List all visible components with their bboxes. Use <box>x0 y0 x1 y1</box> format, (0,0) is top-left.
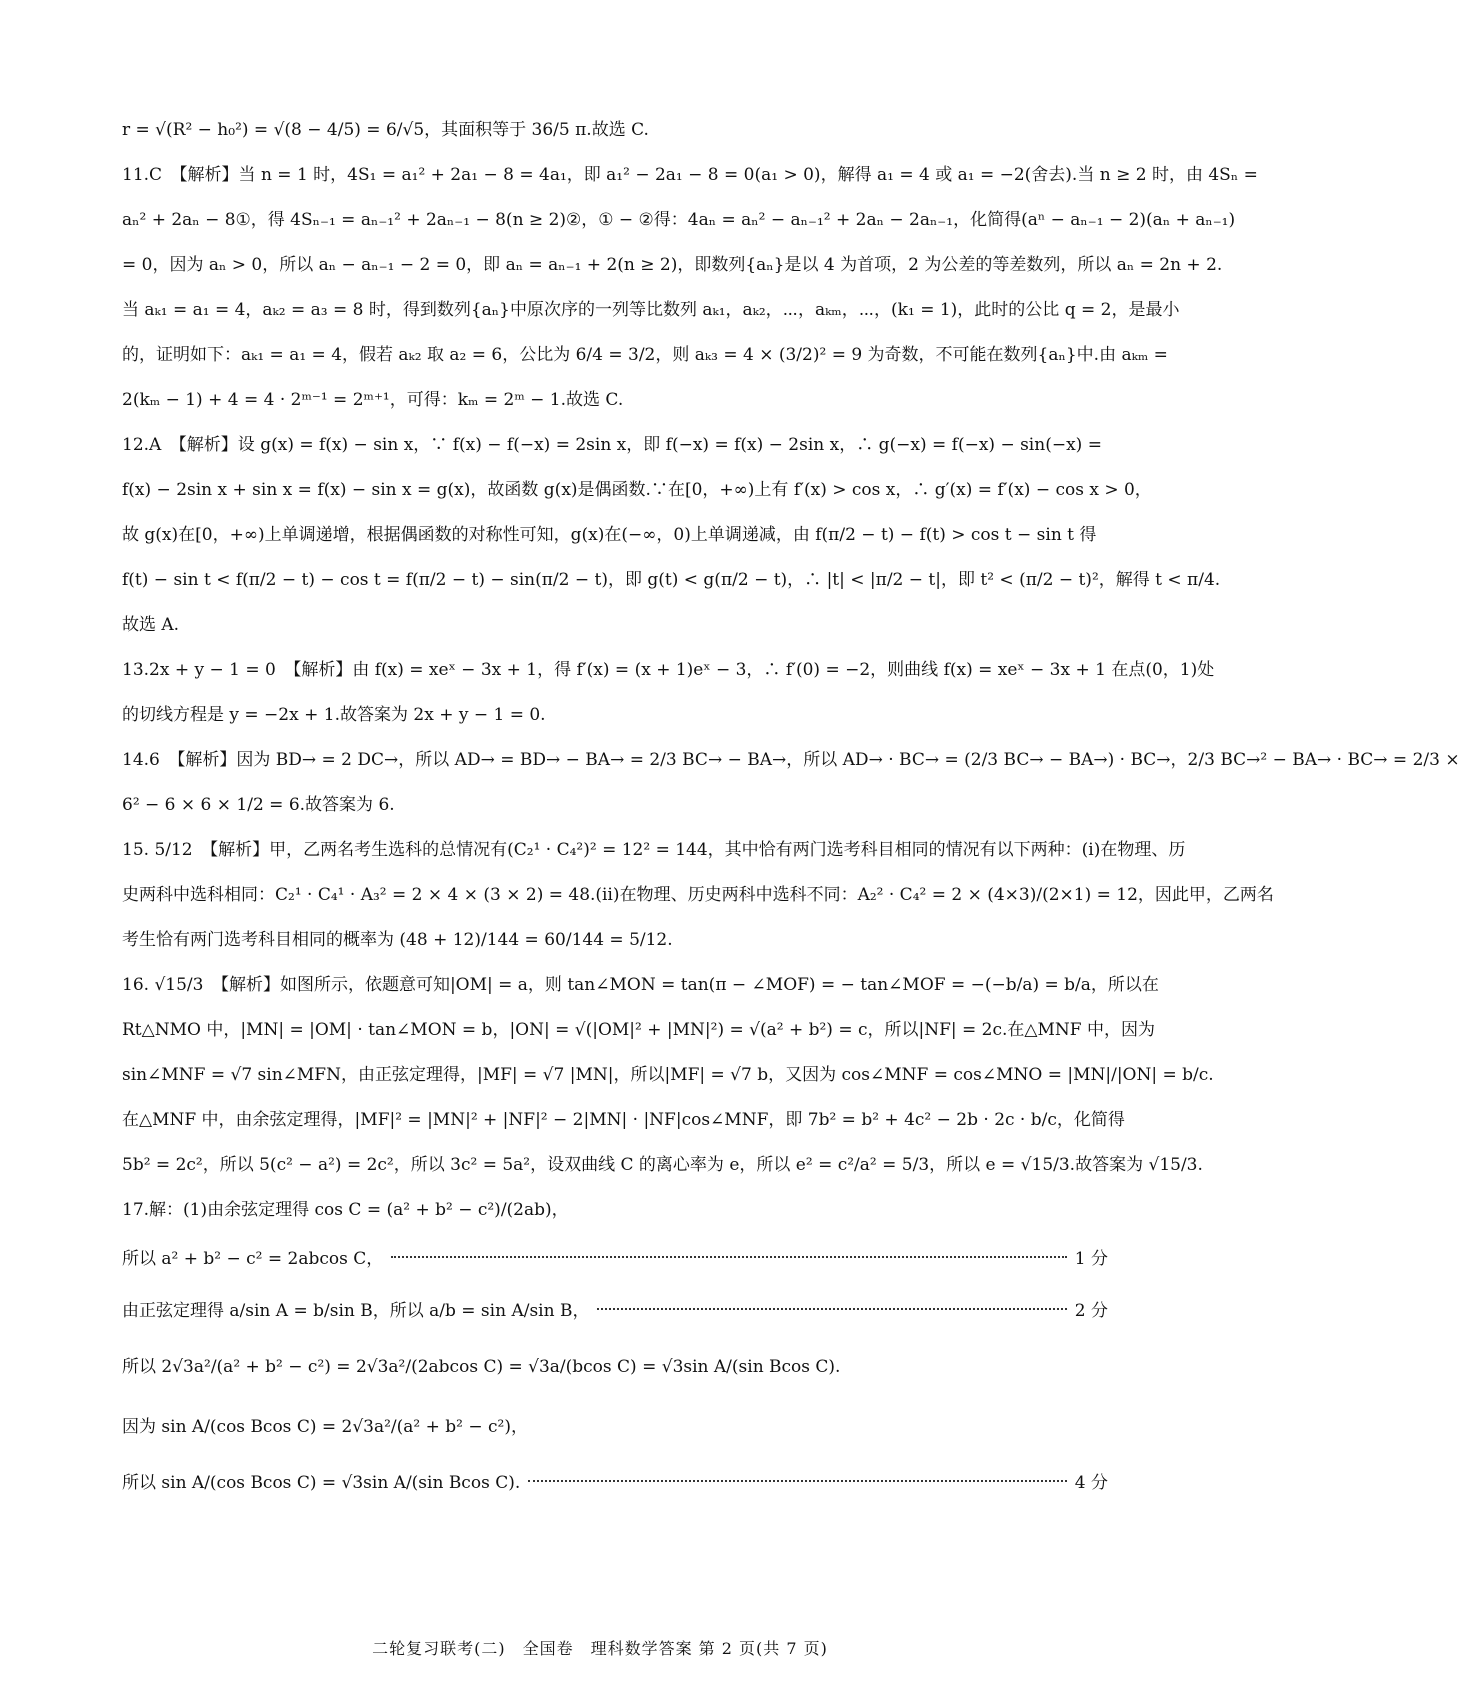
dot-leader <box>391 1256 1066 1258</box>
text-line: 2(kₘ − 1) + 4 = 4 · 2ᵐ⁻¹ = 2ᵐ⁺¹，可得：kₘ = 2ᵐ − 1.故选 C. <box>122 390 624 410</box>
text-line: 14.6 【解析】因为 BD→ = 2 DC→，所以 AD→ = BD→ − BA→ = 2/3 BC→ − BA→，所以 AD→ · BC→ = (2/3 BC→ − BA→) · BC→，2/3 BC→² − BA→ · BC→ = 2/3 × <box>122 750 1460 770</box>
solution-step: 因为 sin A/(cos Bcos C) = 2√3a²/(a² + b² − c²)， <box>122 1417 528 1437</box>
text-line: 17.解：(1)由余弦定理得 cos C = (a² + b² − c²)/(2ab)， <box>122 1200 569 1220</box>
text-line: aₙ² + 2aₙ − 8①，得 4Sₙ₋₁ = aₙ₋₁² + 2aₙ₋₁ − 8(n ≥ 2)②，① − ②得：4aₙ = aₙ² − aₙ₋₁² + 2aₙ − 2aₙ₋₁，化简得(aⁿ − aₙ₋₁ − 2)(aₙ + aₙ₋₁) <box>122 210 1236 230</box>
step-score: 2 分 <box>1074 1301 1108 1321</box>
text-line: 15. 5/12 【解析】甲，乙两名考生选科的总情况有(C₂¹ · C₄²)² = 12² = 144，其中恰有两门选考科目相同的情况有以下两种：(ⅰ)在物理、历 <box>122 840 1186 860</box>
text-line: 故 g(x)在[0，+∞)上单调递增，根据偶函数的对称性可知，g(x)在(−∞，0)上单调递减，由 f(π/2 − t) − f(t) > cos t − sin t 得 <box>122 525 1097 545</box>
scored-step <box>122 1233 1108 1285</box>
step-text: 由正弦定理得 a/sin A = b/sin B，所以 a/b = sin A/sin B， <box>122 1301 590 1321</box>
page-footer: 二轮复习联考(二) 全国卷 理科数学答案 第 2 页(共 7 页) <box>372 1639 828 1658</box>
dot-leader <box>597 1308 1066 1310</box>
text-line: f(t) − sin t < f(π/2 − t) − cos t = f(π/2 − t) − sin(π/2 − t)，即 g(t) < g(π/2 − t)，∴ |t| < |π/2 − t|，即 t² < (π/2 − t)²，解得 t < π/4. <box>122 570 1221 590</box>
text-line: = 0，因为 aₙ > 0，所以 aₙ − aₙ₋₁ − 2 = 0，即 aₙ = aₙ₋₁ + 2(n ≥ 2)，即数列{aₙ}是以 4 为首项，2 为公差的等差数列，所以 aₙ = 2n + 2. <box>122 255 1223 275</box>
text-line: 16. √15/3 【解析】如图所示，依题意可知|OM| = a，则 tan∠MON = tan(π − ∠MOF) = − tan∠MOF = −(−b/a) = b/a，所以在 <box>122 975 1159 995</box>
text-line: 在△MNF 中，由余弦定理得，|MF|² = |MN|² + |NF|² − 2|MN| · |NF|cos∠MNF，即 7b² = b² + 4c² − 2b · 2c · b/c，化简得 <box>122 1110 1125 1130</box>
text-line: Rt△NMO 中，|MN| = |OM| · tan∠MON = b，|ON| = √(|OM|² + |MN|²) = √(a² + b²) = c，所以|NF| = 2c.在△MNF 中，因为 <box>122 1020 1155 1040</box>
text-line: 13.2x + y − 1 = 0 【解析】由 f(x) = xeˣ − 3x + 1，得 f′(x) = (x + 1)eˣ − 3，∴ f′(0) = −2，则曲线 f(x) = xeˣ − 3x + 1 在点(0，1)处 <box>122 660 1215 680</box>
step-text: 所以 a² + b² − c² = 2abcos C， <box>122 1249 384 1269</box>
text-line: f(x) − 2sin x + sin x = f(x) − sin x = g(x)，故函数 g(x)是偶函数.∵在[0，+∞)上有 f′(x) > cos x，∴ g′(x) = f′(x) − cos x > 0， <box>122 480 1152 500</box>
text-line: 考生恰有两门选考科目相同的概率为 (48 + 12)/144 = 60/144 = 5/12. <box>122 930 673 950</box>
solution-step: 所以 2√3a²/(a² + b² − c²) = 2√3a²/(2abcos C) = √3a/(bcos C) = √3sin A/(sin Bcos C). <box>122 1357 841 1377</box>
text-line: 12.A 【解析】设 g(x) = f(x) − sin x，∵ f(x) − f(−x) = 2sin x，即 f(−x) = f(x) − 2sin x，∴ g(−x) = f(−x) − sin(−x) = <box>122 435 1102 455</box>
text-line: 史两科中选科相同：C₂¹ · C₄¹ · A₃² = 2 × 4 × (3 × 2) = 48.(ⅱ)在物理、历史两科中选科不同：A₂² · C₄² = 2 × (4×3)/(2×1) = 12，因此甲，乙两名 <box>122 885 1274 905</box>
text-line: 的切线方程是 y = −2x + 1.故答案为 2x + y − 1 = 0. <box>122 705 546 725</box>
step-text: 所以 sin A/(cos Bcos C) = √3sin A/(sin Bcos C). <box>122 1473 521 1493</box>
text-line: 故选 A. <box>122 615 180 635</box>
text-line: 当 aₖ₁ = a₁ = 4，aₖ₂ = a₃ = 8 时，得到数列{aₙ}中原次序的一列等比数列 aₖ₁，aₖ₂，⋯，aₖₘ，⋯，(k₁ = 1)，此时的公比 q = 2，是最小 <box>122 300 1180 320</box>
step-score: 4 分 <box>1074 1473 1108 1493</box>
answer-content <box>122 108 1460 1509</box>
text-line: 5b² = 2c²，所以 5(c² − a²) = 2c²，所以 3c² = 5a²，设双曲线 C 的离心率为 e，所以 e² = c²/a² = 5/3，所以 e = √15/3.故答案为 √15/3. <box>122 1155 1203 1175</box>
text-line: r = √(R² − h₀²) = √(8 − 4/5) = 6/√5，其面积等于 36/5 π.故选 C. <box>122 120 649 140</box>
text-line: sin∠MNF = √7 sin∠MFN，由正弦定理得，|MF| = √7 |MN|，所以|MF| = √7 b，又因为 cos∠MNF = cos∠MNO = |MN|/|ON| = b/c. <box>122 1065 1214 1085</box>
text-line: 11.C 【解析】当 n = 1 时，4S₁ = a₁² + 2a₁ − 8 = 4a₁，即 a₁² − 2a₁ − 8 = 0(a₁ > 0)，解得 a₁ = 4 或 a₁ = −2(舍去).当 n ≥ 2 时，由 4Sₙ = <box>122 165 1258 185</box>
scored-step <box>122 1457 1108 1509</box>
step-score: 1 分 <box>1074 1249 1108 1269</box>
text-line: 6² − 6 × 6 × 1/2 = 6.故答案为 6. <box>122 795 395 815</box>
scored-step <box>122 1285 1108 1337</box>
dot-leader <box>528 1480 1067 1482</box>
text-line: 的，证明如下：aₖ₁ = a₁ = 4，假若 aₖ₂ 取 a₂ = 6，公比为 6/4 = 3/2，则 aₖ₃ = 4 × (3/2)² = 9 为奇数，不可能在数列{aₙ}中.由 aₖₘ = <box>122 345 1168 365</box>
